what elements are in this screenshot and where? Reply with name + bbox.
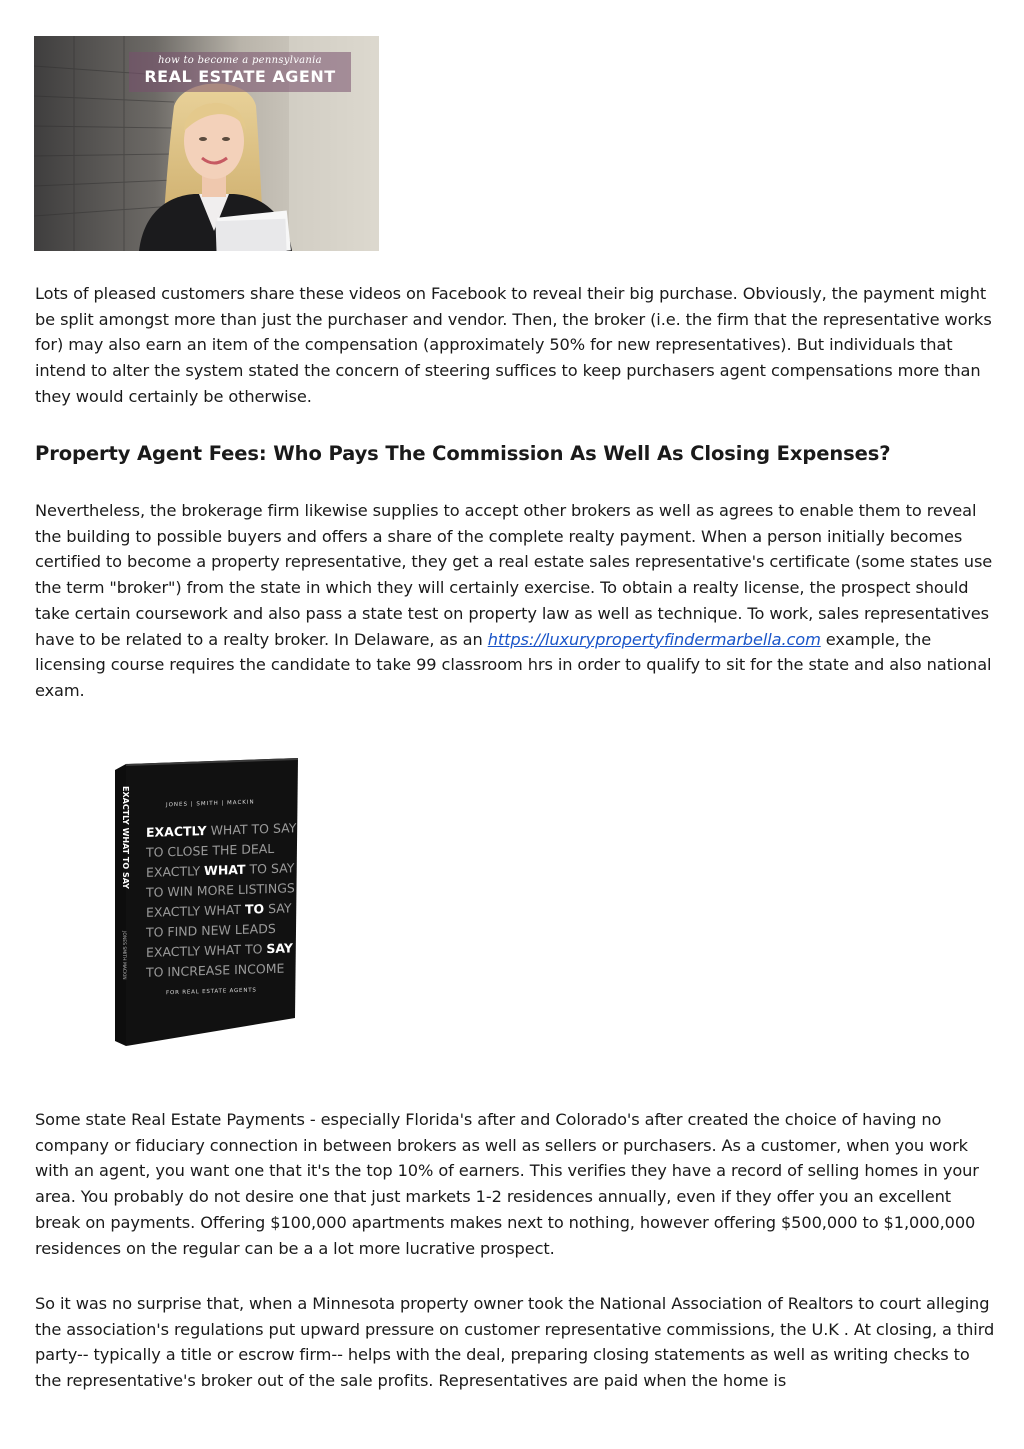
- book-line-3-a: EXACTLY: [146, 863, 205, 880]
- book-line-5-bold: TO: [245, 901, 265, 917]
- paragraph-payments: Some state Real Estate Payments - especially Florida's after and Colorado's after created the choice of having no company or fiduciary connection in between brokers as well as sellers or purchasers. As a customer, when you work with an agent, you want one that it's the top 10% of earners. This verifies they have a record of selling homes in your area. You probably do not desire one that just markets 1-2 residences annually, even if they offer you an excellent break on payments. Offering $100,000 apartments makes next to nothing, however offering $500,000 to $1,000,000 residences on the regular can be a a lot more lucrative prospect.: [35, 1110, 979, 1258]
- book-line-7-a: EXACTLY WHAT TO: [146, 941, 267, 960]
- section-heading: Property Agent Fees: Who Pays The Commission As Well As Closing Expenses?: [35, 442, 891, 465]
- book-line-6: TO FIND NEW LEADS: [146, 920, 276, 940]
- book-line-1-rest: WHAT TO SAY: [206, 820, 297, 839]
- book-spine-title: EXACTLY WHAT TO SAY: [121, 786, 130, 889]
- luxury-property-link[interactable]: https://luxurypropertyfindermarbella.com: [487, 629, 821, 649]
- book-footer: FOR REAL ESTATE AGENTS: [166, 987, 257, 997]
- book-line-8: TO INCREASE INCOME: [146, 960, 285, 980]
- book-spine-authors: JONES SMITH MACKIN: [121, 931, 126, 980]
- book-line-2: TO CLOSE THE DEAL: [146, 840, 275, 860]
- book-line-4: TO WIN MORE LISTINGS: [146, 880, 295, 900]
- hero-image: [34, 36, 379, 251]
- hero-banner: [129, 52, 351, 92]
- hero-title: REAL ESTATE AGENT: [144, 67, 336, 86]
- paragraph-licensing-text-b: example, the licensing course requires the candidate to take 99 classroom hrs in order to qualify to sit for the state and also national exam.: [35, 629, 992, 700]
- paragraph-intro: Lots of pleased customers share these videos on Facebook to reveal their big purchase. Obviously, the payment might be split amongst more than just the purchaser and vendor. Then, the broker (i.e. the firm that the representative works for) may also earn an item of the compensation (approximately 50% for new representatives). But individuals that intend to alter the system stated the concern of steering suffices to keep purchasers agent compensations more than they would certainly be otherwise.: [35, 284, 992, 406]
- book-line-1-bold: EXACTLY: [146, 823, 207, 840]
- book-cover-illustration: [112, 756, 304, 1050]
- book-line-3-bold: WHAT: [204, 861, 246, 879]
- paragraph-licensing: [35, 498, 1000, 704]
- book-line-7-bold: SAY: [266, 940, 293, 957]
- book-line-5-b: SAY: [264, 900, 292, 917]
- book-line-3-b: TO SAY: [245, 860, 295, 877]
- book-image: [112, 756, 304, 1050]
- paragraph-closing: So it was no surprise that, when a Minnesota property owner took the National Association of Realtors to court alleging the association's regulations put upward pressure on customer representative commissions, the U.K . At closing, a third party-- typically a title or escrow firm-- helps with the deal, preparing closing statements as well as writing checks to the representative's broker out of the sale profits. Representatives are paid when the home is: [35, 1294, 995, 1391]
- hero-subtitle: how to become a pennsylvania: [158, 55, 322, 66]
- book-line-5-a: EXACTLY WHAT: [146, 901, 246, 920]
- paragraph-licensing-text-a: Nevertheless, the brokerage firm likewise supplies to accept other brokers as well as agrees to enable them to reveal the building to possible buyers and offers a share of the complete realty payment. When a person initially becomes certified to become a property representative, they get a real estate sales representative's certificate (some states use the term "broker") from the state in which they will certainly exercise. To obtain a realty license, the prospect should take certain coursework and also pass a state test on property law as well as technique. To work, sales representatives have to be related to a realty broker. In Delaware, as an: [35, 501, 993, 649]
- book-authors: JONES | SMITH | MACKIN: [166, 799, 255, 809]
